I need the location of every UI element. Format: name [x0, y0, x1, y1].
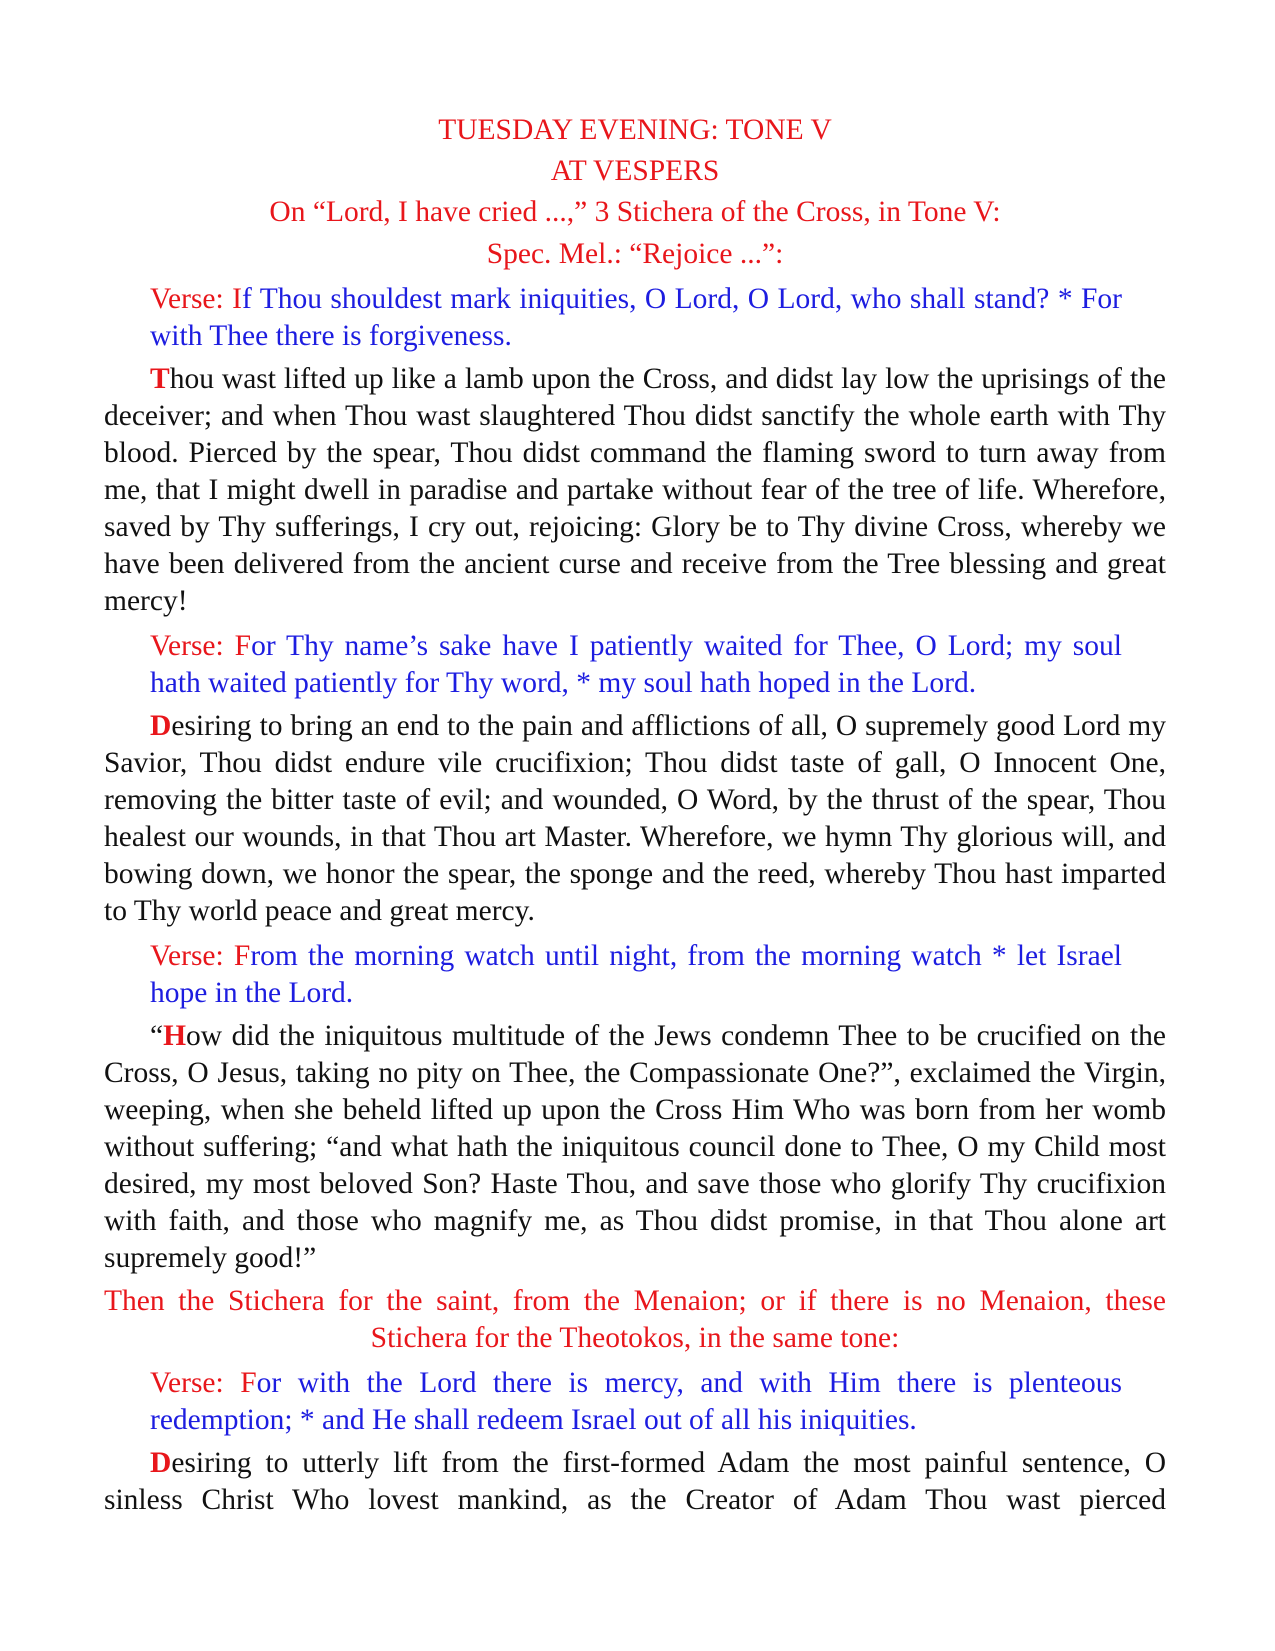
verse-3: [150, 938, 1122, 1012]
verse-text: f Thou shouldest mark iniquities, O Lord, O Lord, who shall stand? * For with Thee there is forgiveness.: [150, 283, 1122, 352]
page-title: TUESDAY EVENING: TONE V: [438, 114, 832, 146]
drop-initial: H: [163, 1020, 187, 1052]
verse-initial: I: [232, 283, 242, 315]
verse-label: Verse:: [150, 1367, 241, 1399]
sticheron-2: [104, 708, 1166, 930]
drop-initial: T: [150, 363, 170, 395]
sticheron-3: [104, 1018, 1166, 1277]
drop-initial: D: [150, 1447, 172, 1479]
verse-label: Verse:: [150, 283, 233, 315]
verse-2: [150, 628, 1122, 702]
verse-initial: F: [233, 940, 251, 972]
drop-initial: D: [150, 710, 172, 742]
sticheron-4: [104, 1445, 1166, 1519]
rubric-menaion: Then the Stichera for the saint, from the Menaion; or if there is no Menaion, these Stichera for the Theotokos, in the same tone:: [104, 1285, 1166, 1354]
rubric-lord-i-have-cried: On “Lord, I have cried ...,” 3 Stichera of the Cross, in Tone V:: [269, 196, 1001, 228]
sticheron-text: hou wast lifted up like a lamb upon the Cross, and didst lay low the uprisings of the deceiver; and when Thou wast slaughtered Thou didst sanctify the whole earth with Thy blood. Pierced by the spear, Thou didst command the flaming sword to turn away from me, that I might dwell in paradise and partake without fear of the tree of life. Wherefore, saved by Thy sufferings, I cry out, rejoicing: Glory be to Thy divine Cross, whereby we have been delivered from the ancient curse and receive from the Tree blessing and great mercy!: [104, 363, 1166, 617]
sticheron-1: [104, 361, 1166, 620]
document-page: [104, 112, 1166, 1519]
verse-initial: F: [234, 630, 252, 662]
verse-text: or Thy name’s sake have I patiently waited for Thee, O Lord; my soul hath waited patiently for Thy word, * my soul hath hoped in the Lord.: [150, 630, 1122, 699]
verse-label: Verse:: [150, 630, 235, 662]
verse-text: rom the morning watch until night, from the morning watch * let Israel hope in the Lord.: [150, 940, 1122, 1009]
page-subtitle: AT VESPERS: [550, 155, 720, 187]
opening-quote: “: [150, 1020, 164, 1052]
sticheron-text: esiring to bring an end to the pain and afflictions of all, O supremely good Lord my Savior, Thou didst endure vile crucifixion; Thou didst taste of gall, O Innocent One, removing the bitter taste of evil; and wounded, O Word, by the thrust of the spear, Thou healest our wounds, in that Thou art Master. Wherefore, we hymn Thy glorious will, and bowing down, we honor the spear, the sponge and the reed, whereby Thou hast imparted to Thy world peace and great mercy.: [104, 710, 1166, 927]
verse-label: Verse:: [150, 940, 234, 972]
rubric-special-melody: Spec. Mel.: “Rejoice ...”:: [486, 238, 784, 270]
verse-text: or with the Lord there is mercy, and with Him there is plenteous redemption; * and He shall redeem Israel out of all his iniquities.: [150, 1367, 1122, 1436]
sticheron-text: esiring to utterly lift from the first-formed Adam the most painful sentence, O sinless Christ Who lovest mankind, as the Creator of Adam Thou wast pierced: [104, 1447, 1166, 1516]
verse-1: [150, 281, 1122, 355]
sticheron-text: ow did the iniquitous multitude of the Jews condemn Thee to be crucified on the Cross, O Jesus, taking no pity on Thee, the Compassionate One?”, exclaimed the Virgin, weeping, when she beheld lifted up upon the Cross Him Who was born from her womb without suffering; “and what hath the iniquitous council done to Thee, O my Child most desired, my most beloved Son? Haste Thou, and save those who glorify Thy crucifixion with faith, and those who magnify me, as Thou didst promise, in that Thou alone art supremely good!”: [104, 1020, 1166, 1274]
verse-initial: F: [240, 1367, 257, 1399]
verse-4: [150, 1365, 1122, 1439]
